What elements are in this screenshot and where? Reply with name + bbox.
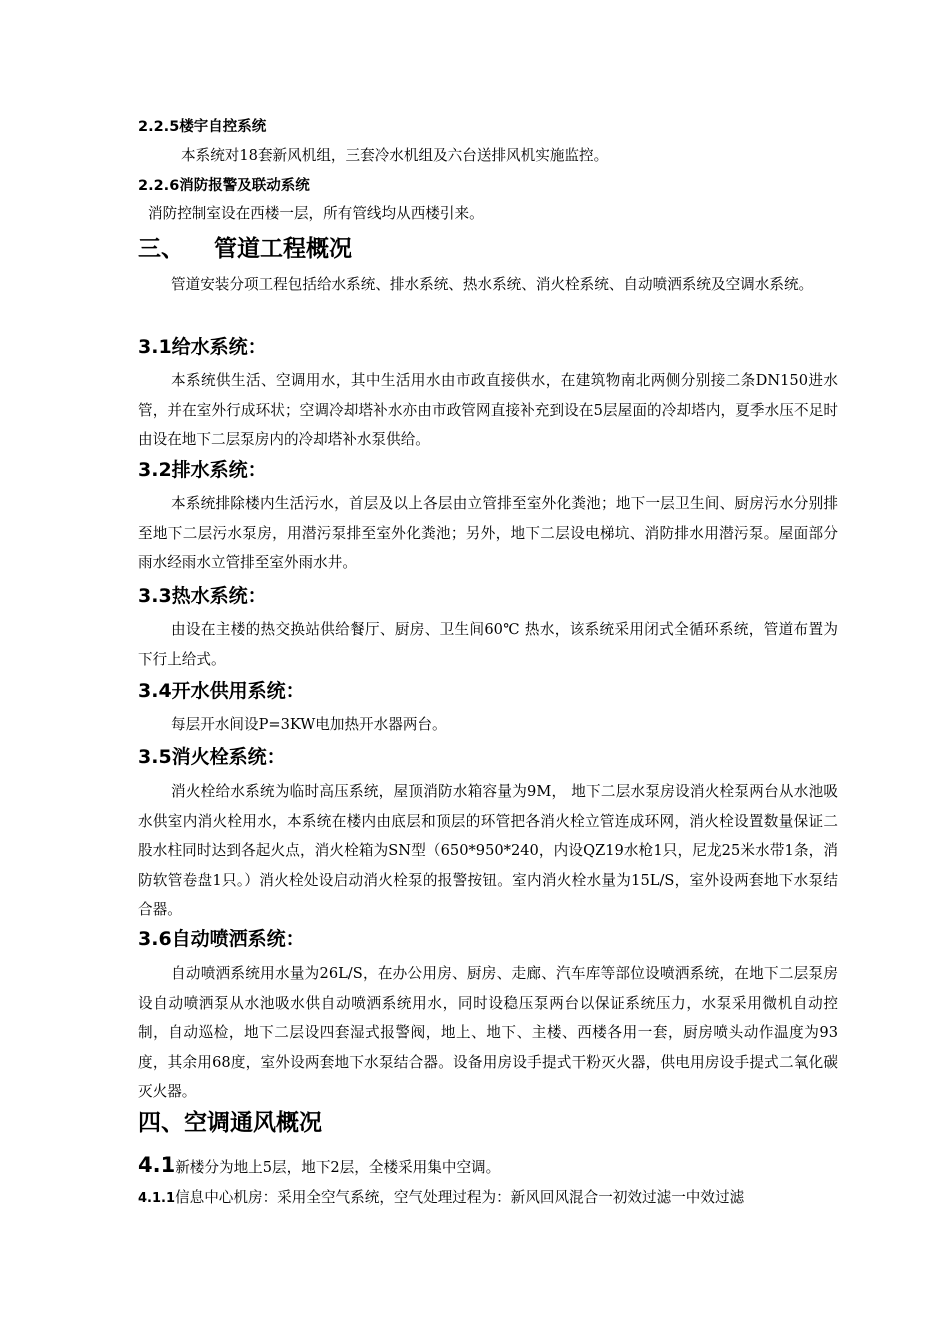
paragraph-2-2-6: 消防控制室设在西楼一层，所有管线均从西楼引来。 (148, 205, 484, 222)
heading-3-3: 3.3热水系统： (138, 585, 267, 607)
section-3-heading (138, 233, 838, 265)
section-3-title: 管道工程概况 (214, 236, 352, 262)
paragraph-3-5: 消火栓给水系统为临时高压系统，屋顶消防水箱容量为9M， 地下二层水泵房设消火栓泵两台从水池吸水供室内消火栓用水，本系统在楼内由底层和顶层的环管把各消火栓立管连成环网，消火栓设置数量保证二股水柱同时达到各起火点，消火栓箱为SN型（650*950*240，内设QZ19水枪1只，尼龙25米水带1条，消防软管卷盘1只。）消火栓处设启动消火栓泵的报警按钮。室内消火栓水量为15L/S，室外设两套地下水泵结合器。 (138, 783, 838, 918)
paragraph-3-2: 本系统排除楼内生活污水，首层及以上各层由立管排至室外化粪池；地下一层卫生间、厨房污水分别排至地下二层污水泵房，用潜污泵排至室外化粪池；另外，地下二层设电梯坑、消防排水用潜污泵。屋面部分雨水经雨水立管排至室外雨水井。 (138, 495, 838, 571)
heading-3-5: 3.5消火栓系统： (138, 746, 286, 768)
heading-3-4: 3.4开水供用系统： (138, 680, 305, 702)
section-4-1-1-text: 信息中心机房：采用全空气系统，空气处理过程为：新风回风混合一初效过滤一中效过滤 (175, 1189, 745, 1206)
paragraph-3-4: 每层开水间设P=3KW电加热开水器两台。 (171, 716, 447, 733)
section-4-1-text: 新楼分为地上5层，地下2层，全楼采用集中空调。 (175, 1159, 501, 1176)
section-3-intro: 管道安装分项工程包括给水系统、排水系统、热水系统、消火栓系统、自动喷洒系统及空调水系统。 (171, 276, 814, 293)
paragraph-3-1: 本系统供生活、空调用水，其中生活用水由市政直接供水，在建筑物南北两侧分别接二条DN150进水管，并在室外行成环状；空调冷却塔补水亦由市政管网直接补充到设在5层屋面的冷却塔内，夏季水压不足时由设在地下二层泵房内的冷却塔补水泵供给。 (138, 372, 838, 448)
section-4-heading: 四、空调通风概况 (138, 1110, 322, 1136)
section-3-number: 三、 (138, 236, 184, 262)
heading-3-1: 3.1给水系统： (138, 336, 267, 358)
section-4-1-1-number: 4.1.1 (138, 1191, 176, 1206)
heading-3-2: 3.2排水系统： (138, 459, 267, 481)
heading-3-6: 3.6自动喷洒系统： (138, 928, 305, 950)
paragraph-3-6: 自动喷洒系统用水量为26L/S，在办公用房、厨房、走廊、汽车库等部位设喷洒系统，在地下二层泵房设自动喷洒泵从水池吸水供自动喷洒系统用水，同时设稳压泵两台以保证系统压力，水泵采用微机自动控制，自动巡检，地下二层设四套湿式报警阀，地上、地下、主楼、西楼各用一套，厨房喷头动作温度为93度，其余用68度，室外设两套地下水泵结合器。设备用房设手提式干粉灭火器，供电用房设手提式二氧化碳灭火器。 (138, 965, 838, 1100)
paragraph-2-2-5: 本系统对18套新风机组，三套冷水机组及六台送排风机实施监控。 (181, 147, 609, 164)
paragraph-4-1 (138, 1152, 838, 1181)
paragraph-4-1-1 (138, 1188, 848, 1209)
heading-2-2-5: 2.2.5楼宇自控系统 (138, 119, 267, 135)
paragraph-3-3: 由设在主楼的热交换站供给餐厅、厨房、卫生间60℃ 热水，该系统采用闭式全循环系统，管道布置为下行上给式。 (138, 621, 838, 668)
heading-2-2-6: 2.2.6消防报警及联动系统 (138, 178, 310, 194)
section-4-1-number: 4.1 (138, 1153, 176, 1177)
